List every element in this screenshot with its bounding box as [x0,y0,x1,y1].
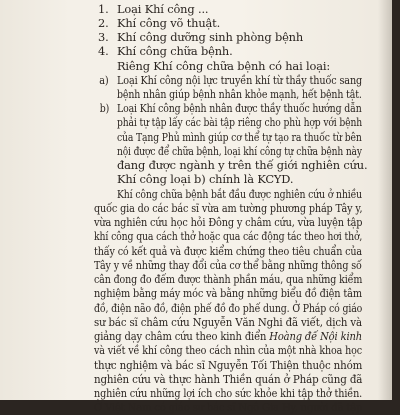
line-text: sư bác sĩ châm cứu Nguyễn Văn Nghi đã viết, dịch và [94,315,362,329]
line-text: Khí công võ thuật. [117,16,221,30]
line-text: cân đong đo đếm được thành phần máu, qua những kiểm [94,272,363,286]
line-text: Riêng Khí công chữa bệnh có hai loại: [117,59,331,73]
line-text: đang được ngành y trên thế giới nghiên cứu. [117,158,368,172]
text-line [98,43,233,59]
text-line [94,285,362,301]
line-text: đồ, điện não đồ, điện phế đồ đo phế dung. Ở Pháp có giáo [94,301,363,315]
list-marker: b) [99,101,110,115]
page-edge-shadow [378,0,392,400]
text-line [117,171,293,187]
text-line [94,399,362,415]
list-marker: 2. [98,16,109,30]
line-text: Khí công dưỡng sinh phòng bệnh [117,30,304,44]
line-text: vừa nghiên cứu học hỏi Đông y châm cứu, vừa luyện tập [94,215,363,229]
line-text: Loại Khí công nội lực truyền khí từ thầy thuốc sang [117,73,363,87]
list-marker: a) [99,73,109,87]
line-text: thực nghiệm và bác sĩ Nguyễn Tối Thiện thuộc nhóm [94,358,363,372]
line-text: Loại Khí công bệnh nhân được thầy thuốc hướng dẫn [117,101,362,115]
line-text: khí công qua cách thở hoặc qua các động tác theo hơi thở, [94,229,363,243]
line-text: Khí công chữa bệnh bắt đầu được nghiên cứu ở nhiều [117,187,363,201]
line-text: Khí công chữa bệnh. [117,44,233,58]
list-marker: 3. [98,30,109,44]
line-text: phải tự tập lấy các bài tập riêng cho phù hợp với bệnh [117,115,363,129]
line-text: nghiệm bằng máy móc và bằng những biểu đồ điện tâm [94,286,362,300]
line-text: quốc gia do các bác sĩ vừa am tường phương pháp Tây y, [94,201,363,215]
text-line [117,114,362,130]
line-text: giảng dạy châm cứu theo kinh điển [94,329,270,343]
text-line [94,342,362,358]
line-text: và viết về khí công theo cách nhìn của một nhà khoa học [94,343,362,357]
list-marker: 1. [98,2,109,16]
text-line [94,228,362,244]
line-text: Tây y về những thay đổi của cơ thể bằng những thông số [94,258,362,272]
line-text: Khí công loại b) chính là KCYD. [117,172,294,186]
line-text: Ở Việt Nam có giáo sư bác sĩ Ngô Gia Hy, người đã tập [94,400,363,414]
line-text: bệnh nhân giúp bệnh nhân khỏe mạnh, hết bệnh tật. [117,87,362,101]
line-text: nội được để chữa bệnh, loại khí công tự chữa bệnh này [117,144,362,158]
italic-title: Hoàng đế Nội kinh [269,329,362,343]
line-text: Loại Khí công ... [117,2,209,16]
line-text: thấy có kết quả và được kiểm chứng theo tiêu chuẩn của [94,244,363,258]
list-marker: 4. [98,44,109,58]
line-text: của Tạng Phủ mình giúp cơ thể tự tạo ra thuốc từ bên [117,130,362,144]
line-text: nghiên cứu và thực hành Thiền quán ở Pháp cũng đã [94,372,363,386]
line-text: nghiên cứu những lợi ích cho sức khỏe khi tập thở thiền. [94,386,363,400]
